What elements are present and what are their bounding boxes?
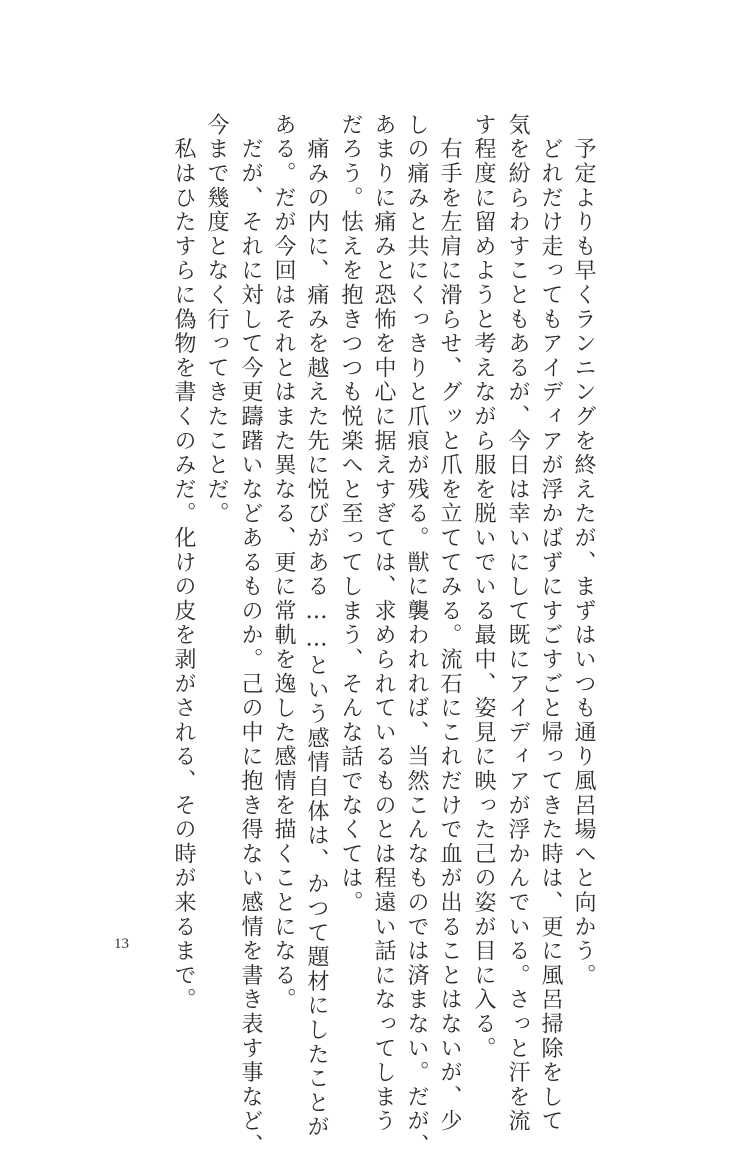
text-column-5: 右手を左肩に滑らせ、グッと爪を立ててみる。流石にこれだけで血が出ることはないが、少 — [437, 113, 462, 1134]
vertical-text-body — [166, 113, 600, 1158]
text-column-2: どれだけ走ってもアイディアが浮かばずにすごすごと帰ってきた時は、更に風呂掃除をして — [538, 113, 563, 1134]
text-column-4: す程度に留めようと考えながら服を脱いでいる最中、姿見に映った己の姿が目に入る。 — [471, 113, 496, 1061]
text-column-6: しの痛みと共にくっきりと爪痕が残る。獣に襲われれば、当然こんなものでは済まない。だが、 — [404, 113, 429, 1158]
text-column-1: 予定よりも早くランニングを終えたが、まずはいつも通り風呂場へと向かう。 — [571, 113, 596, 988]
text-column-13: 私はひたすらに偽物を書くのみだ。化けの皮を剥がされる、その時が来るまで。 — [171, 113, 196, 1013]
text-column-7: あまりに痛みと恐怖を中心に据えすぎては、求められているものとは程遠い話になってしまう — [371, 113, 396, 1134]
text-column-8: だろう。怯えを抱きつつも悦楽へと至ってしまう、そんな話でなくては。 — [338, 113, 363, 915]
text-column-10: ある。だが今回はそれとはまた異なる、更に常軌を逸した感情を描くことになる。 — [271, 113, 296, 1013]
page-number: 13 — [114, 936, 129, 952]
text-column-9: 痛みの内に、痛みを越えた先に悦びがある……という感情自体は、かつて題材にしたことが — [304, 113, 329, 1140]
text-column-3: 気を紛らわすこともあるが、今日は幸いにして既にアイディアが浮かんでいる。さっと汗を流 — [505, 113, 530, 1134]
text-column-11: だが、それに対して今更躊躇いなどあるものか。己の中に抱き得ない感情を書き表す事など、 — [238, 113, 263, 1158]
text-column-12: 今まで幾度となく行ってきたことだ。 — [204, 113, 229, 527]
